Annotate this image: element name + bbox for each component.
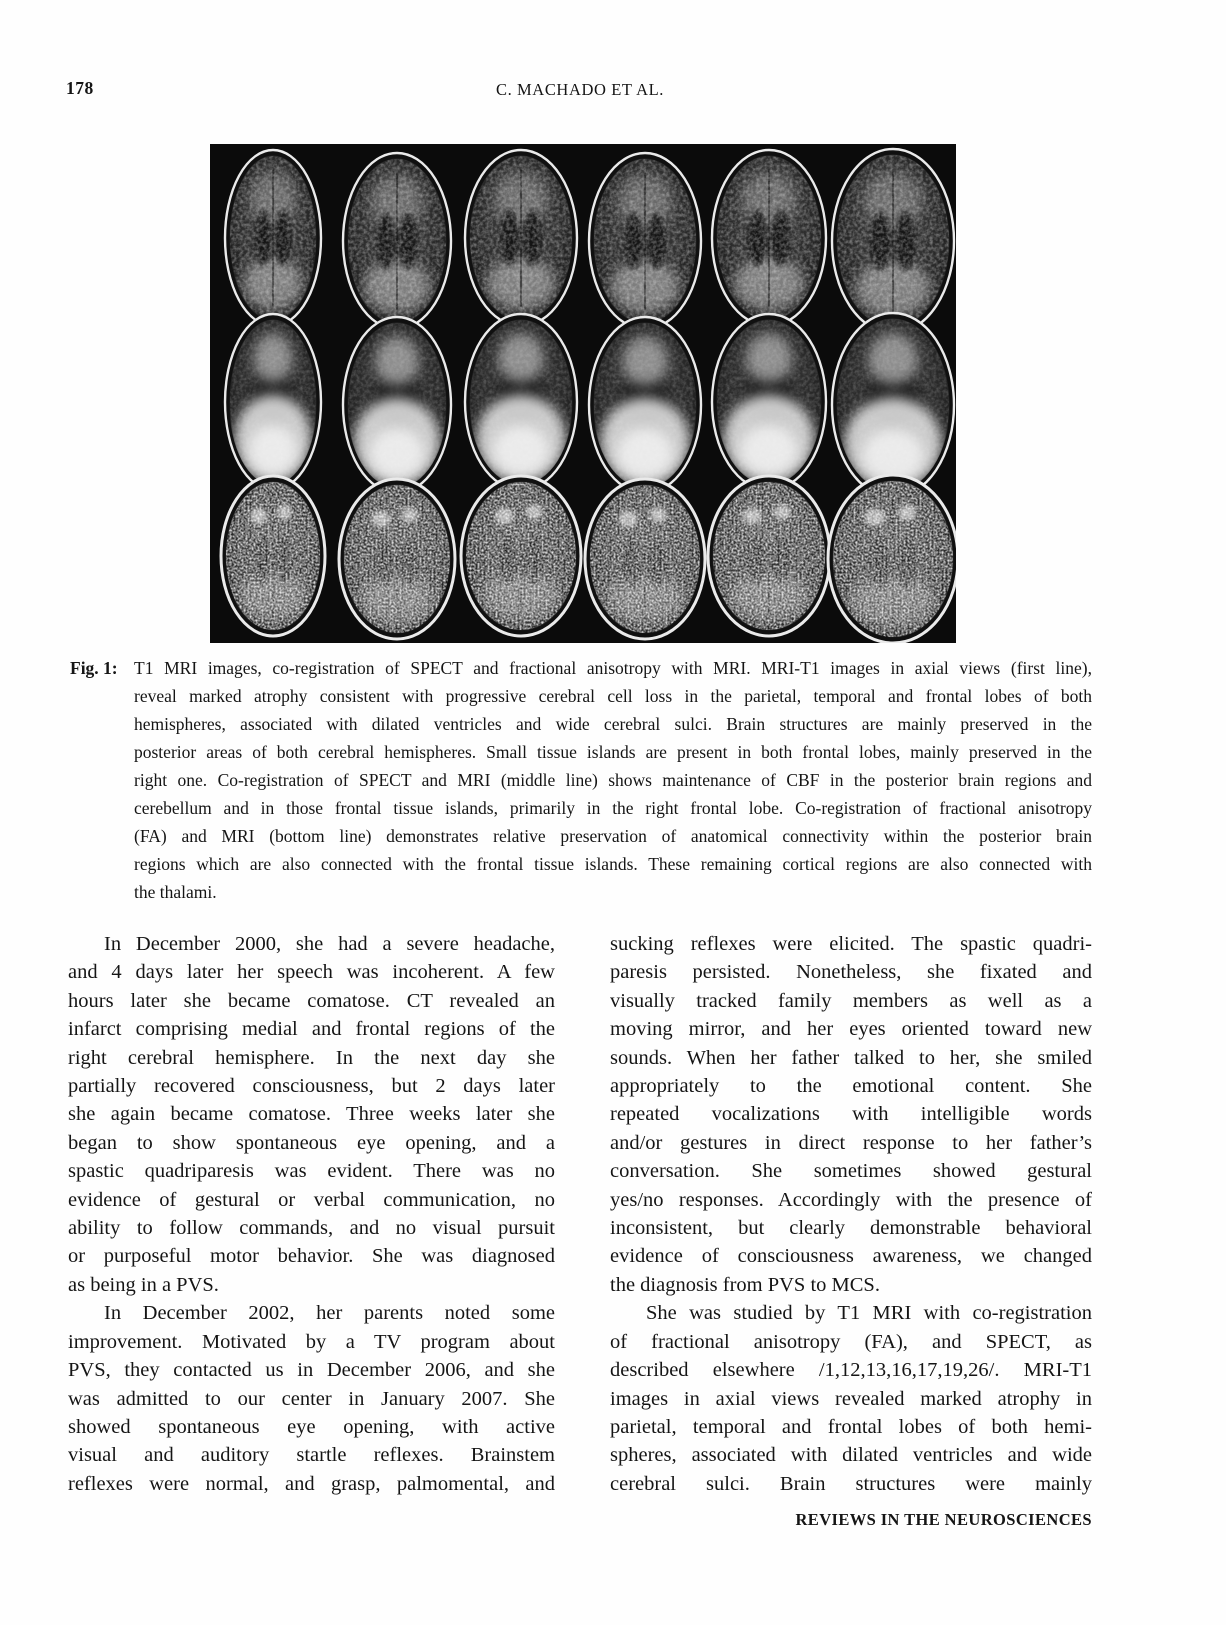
text-line: right one. Co-registration of SPECT and MRI (middle line) shows maintenance of CBF in the posterior brain regions and [134, 770, 1092, 790]
text-line: as being in a PVS. [68, 1273, 219, 1296]
brain-scan [343, 153, 451, 329]
text-line: and/or gestures in direct response to her father’s [610, 1131, 1092, 1154]
text-line: spheres, associated with dilated ventricles and wide [610, 1444, 1092, 1467]
text-line: sucking reflexes were elicited. The spastic quadri- [610, 933, 1092, 955]
figure-1-mri-panel [210, 144, 956, 643]
brain-scan [589, 317, 701, 493]
text-line: PVS, they contacted us in December 2006, and she [68, 1359, 555, 1382]
text-line: She was studied by T1 MRI with co-registration [646, 1302, 1092, 1325]
text-line: infarct comprising medial and frontal regions of the [68, 1018, 555, 1041]
paragraph [610, 930, 1092, 1299]
text-line: images in axial views revealed marked atrophy in [610, 1387, 1092, 1410]
brain-scan [712, 314, 826, 490]
text-line: In December 2000, she had a severe headache, [104, 933, 555, 955]
text-line: sounds. When her father talked to her, she smiled [610, 1046, 1092, 1069]
brain-scan [828, 475, 956, 643]
brain-scan [225, 150, 321, 326]
text-line: (FA) and MRI (bottom line) demonstrates relative preservation of anatomical connectivity within the posterior brain [134, 826, 1092, 846]
text-line: hours later she became comatose. CT revealed an [68, 989, 555, 1012]
brain-scan [832, 149, 954, 333]
figure-caption-text [134, 654, 1092, 906]
text-line: ability to follow commands, and no visual pursuit [68, 1217, 555, 1240]
text-line: was admitted to our center in January 2007. She [68, 1387, 555, 1410]
brain-scan [343, 317, 451, 493]
brain-scan [465, 150, 577, 326]
brain-scan [221, 476, 325, 636]
text-line: spastic quadriparesis was evident. There was no [68, 1160, 555, 1183]
text-line: right cerebral hemisphere. In the next day she [68, 1046, 555, 1069]
text-line: cerebellum and in those frontal tissue islands, primarily in the right frontal lobe. Co-registration of fractional anisotropy [134, 798, 1092, 818]
text-line: improvement. Motivated by a TV program about [68, 1330, 555, 1353]
text-line: showed spontaneous eye opening, with active [68, 1415, 555, 1438]
brain-scan [461, 476, 581, 636]
brain-scan [465, 314, 577, 490]
brain-scan [832, 313, 954, 497]
text-line: parietal, temporal and frontal lobes of both hemi- [610, 1415, 1092, 1438]
page-number: 178 [66, 78, 94, 98]
text-line: she again became comatose. Three weeks later she [68, 1103, 555, 1126]
brain-scan [589, 153, 701, 329]
brain-scan [712, 150, 826, 326]
text-line: cerebral sulci. Brain structures were mainly [610, 1472, 1092, 1495]
text-line: the diagnosis from PVS to MCS. [610, 1273, 880, 1296]
paragraph [68, 930, 555, 1299]
text-line: visually tracked family members as well as a [610, 989, 1092, 1012]
mri-scan-grid [210, 144, 956, 643]
text-line: and 4 days later her speech was incoherent. A few [68, 961, 555, 984]
paragraph [610, 1299, 1092, 1498]
text-line: visual and auditory startle reflexes. Brainstem [68, 1444, 555, 1467]
text-line: conversation. She sometimes showed gestural [610, 1160, 1092, 1183]
body-column-left [68, 930, 555, 1498]
paragraph [68, 1299, 555, 1498]
brain-scan [339, 479, 455, 639]
text-line: yes/no responses. Accordingly with the presence of [610, 1188, 1092, 1211]
text-line: moving mirror, and her eyes oriented toward new [610, 1018, 1092, 1041]
text-line: hemispheres, associated with dilated ventricles and wide cerebral sulci. Brain structures are mainly preserved in the [134, 714, 1092, 734]
text-line: began to show spontaneous eye opening, and a [68, 1131, 555, 1154]
text-line: or purposeful motor behavior. She was diagnosed [68, 1245, 555, 1268]
text-line: evidence of consciousness awareness, we changed [610, 1245, 1092, 1268]
text-line: described elsewhere /1,12,13,16,17,19,26/. MRI-T1 [610, 1359, 1092, 1382]
text-line: of fractional anisotropy (FA), and SPECT, as [610, 1330, 1092, 1353]
running-head: C. MACHADO ET AL. [495, 80, 665, 99]
text-line: repeated vocalizations with intelligible words [610, 1103, 1092, 1126]
text-line: the thalami. [134, 882, 217, 902]
text-line: regions which are also connected with the frontal tissue islands. These remaining cortical regions are also connected with [134, 854, 1092, 874]
text-line: inconsistent, but clearly demonstrable behavioral [610, 1217, 1092, 1240]
figure-label: Fig. 1: [70, 658, 118, 678]
text-line: evidence of gestural or verbal communication, no [68, 1188, 555, 1211]
text-line: In December 2002, her parents noted some [104, 1302, 555, 1325]
brain-scan [585, 479, 705, 639]
text-line: paresis persisted. Nonetheless, she fixated and [610, 961, 1092, 984]
brain-scan [225, 314, 321, 490]
journal-footer: REVIEWS IN THE NEUROSCIENCES [795, 1510, 1092, 1529]
figure-caption [70, 654, 1092, 906]
text-line: appropriately to the emotional content. She [610, 1075, 1092, 1098]
text-line: reflexes were normal, and grasp, palmomental, and [68, 1472, 555, 1495]
text-line: T1 MRI images, co-registration of SPECT and fractional anisotropy with MRI. MRI-T1 images in axial views (first line), [134, 658, 1092, 678]
brain-scan [708, 476, 830, 636]
text-line: partially recovered consciousness, but 2 days later [68, 1075, 555, 1098]
text-line: posterior areas of both cerebral hemispheres. Small tissue islands are present in both frontal lobes, mainly preserved in the [134, 742, 1092, 762]
text-line: reveal marked atrophy consistent with progressive cerebral cell loss in the parietal, temporal and frontal lobes of both [134, 686, 1092, 706]
body-column-right [610, 930, 1092, 1498]
